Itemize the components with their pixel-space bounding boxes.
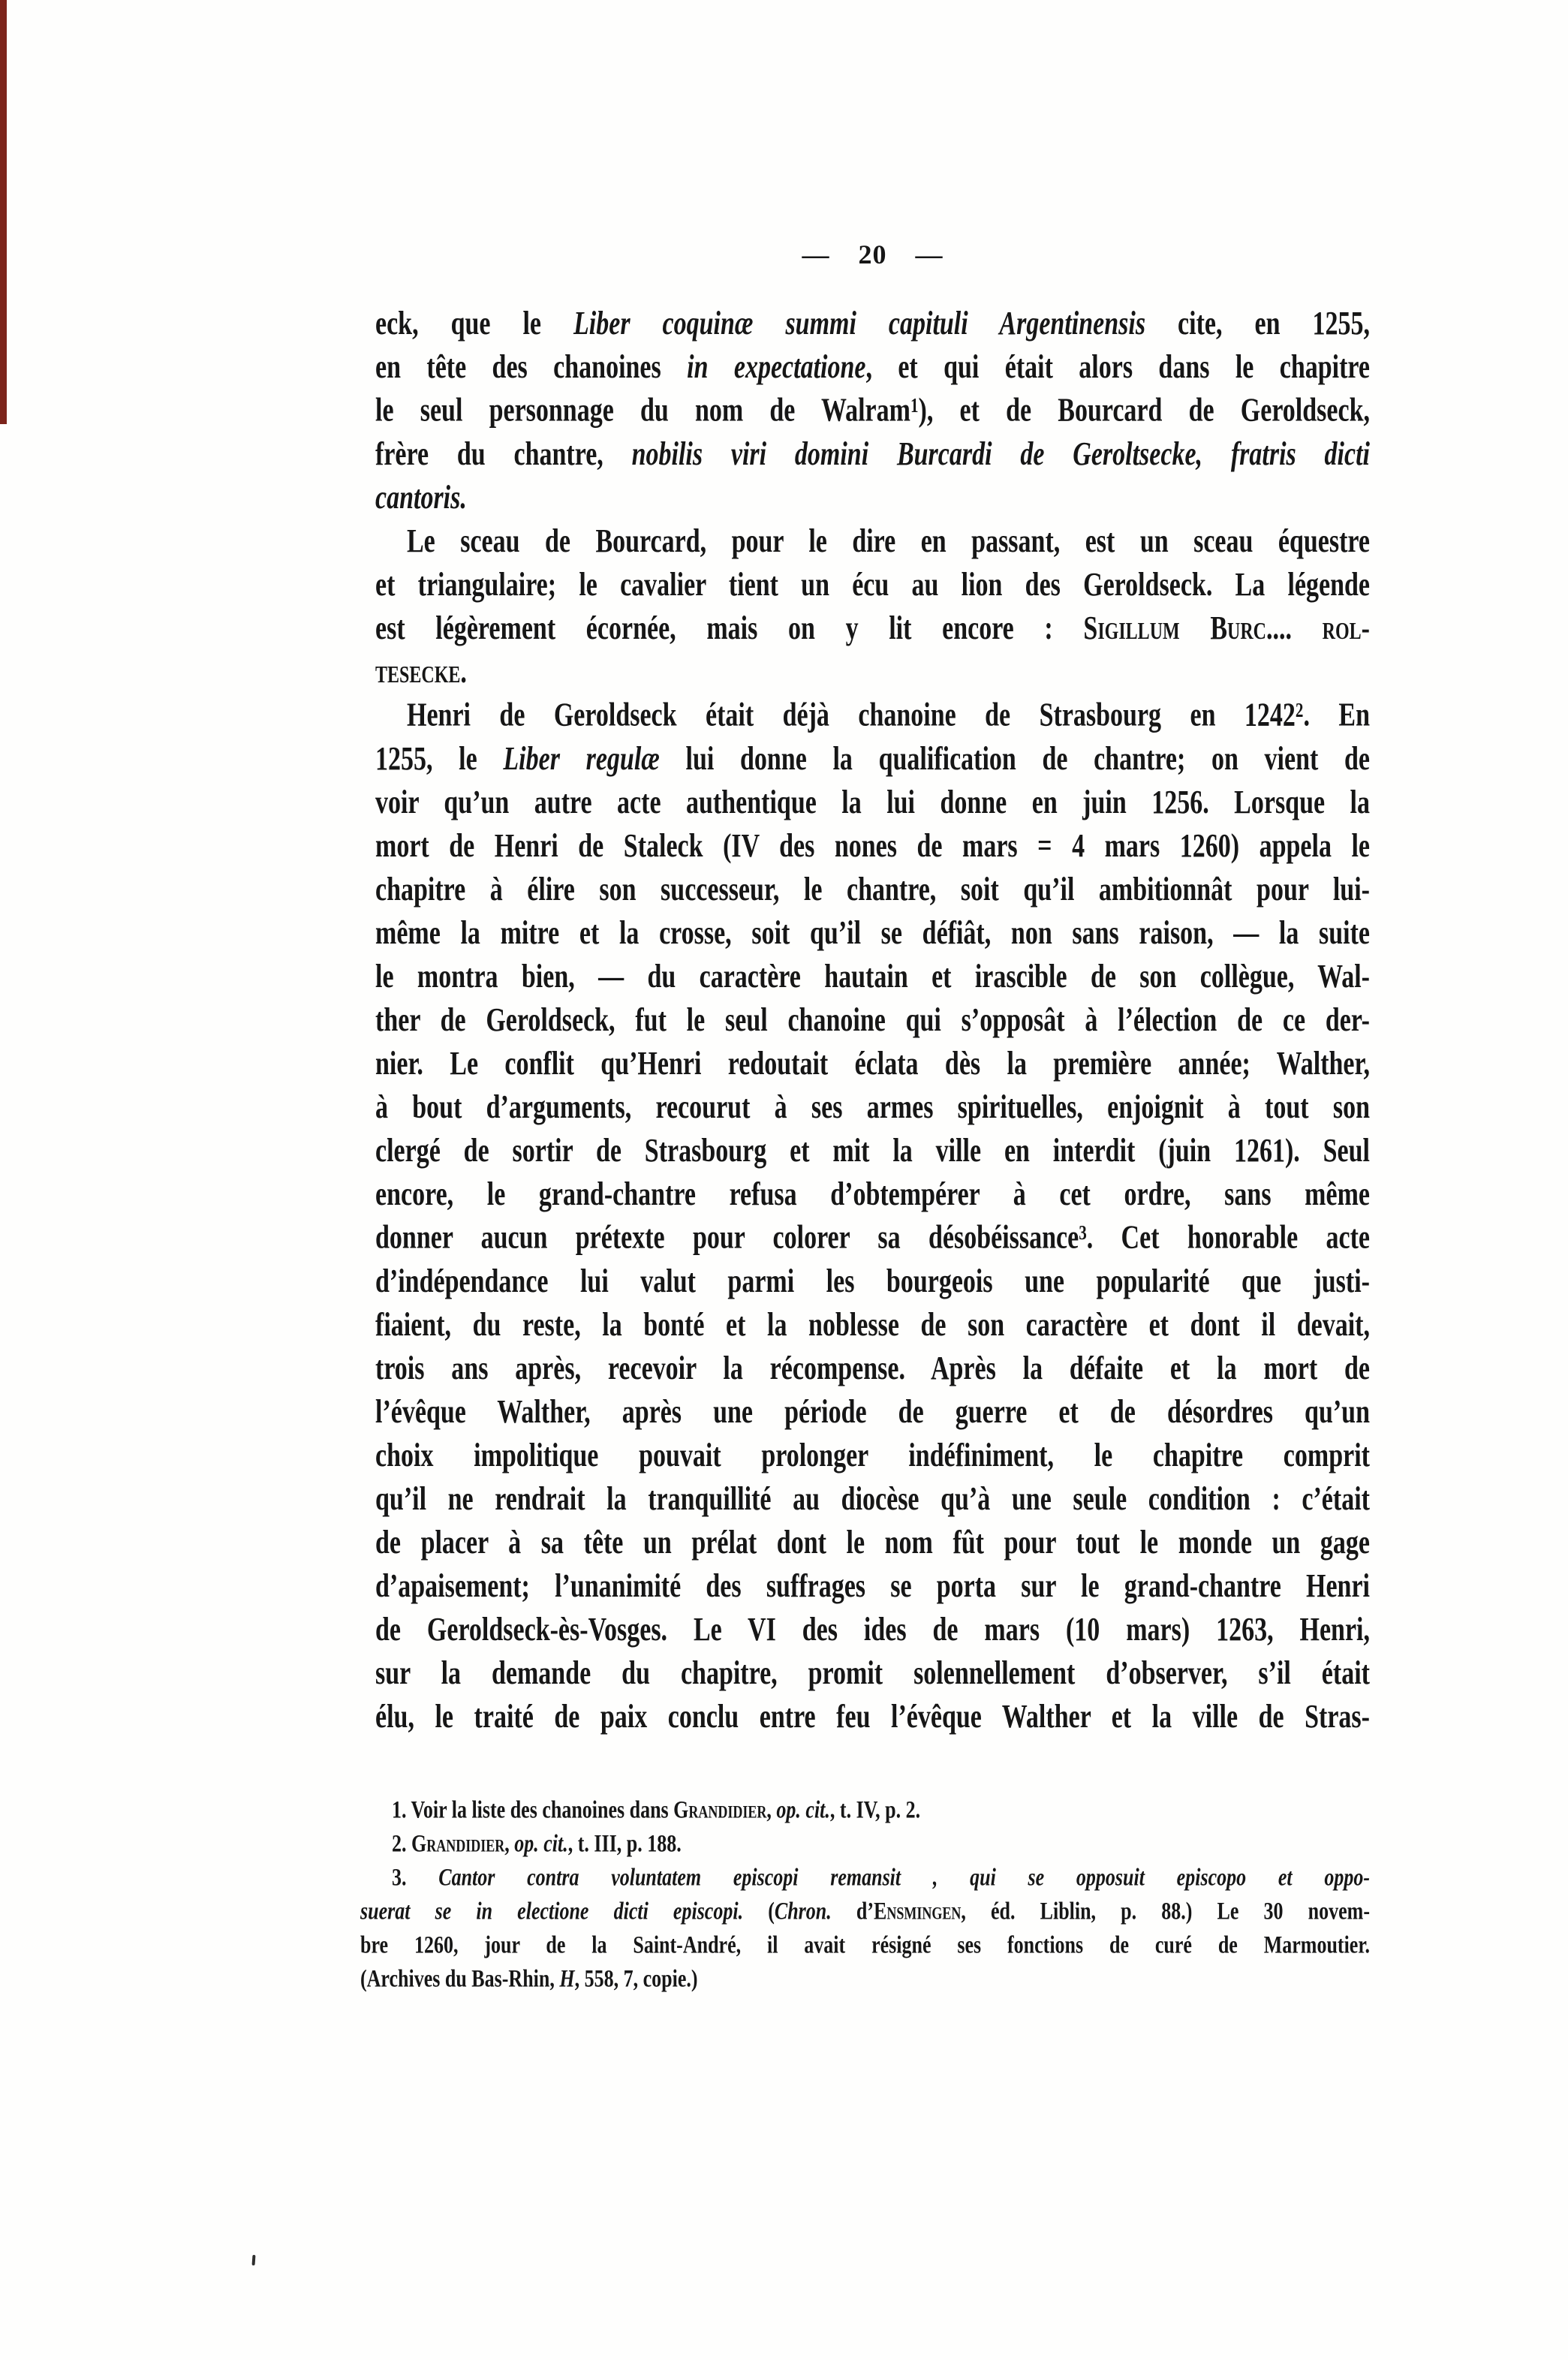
text-line: élu, le traité de paix conclu entre feu l’évêque Walther et la ville de Stras- bbox=[375, 1699, 1370, 1735]
text-line: cantoris. bbox=[375, 480, 467, 516]
text-line: (Archives du Bas-Rhin, H, 558, 7, copie.) bbox=[360, 1964, 698, 1993]
text-line: clergé de sortir de Strasbourg et mit la ville en interdit (juin 1261). Seul bbox=[375, 1133, 1370, 1169]
text-line: ther de Geroldseck, fut le seul chanoine qui s’opposât à l’élection de ce der- bbox=[375, 1002, 1370, 1039]
scan-edge-artifact bbox=[0, 0, 7, 424]
text-line: chapitre à élire son successeur, le chantre, soit qu’il ambitionnât pour lui- bbox=[375, 871, 1370, 908]
text-line: suerat se in electione dicti episcopi. (Chron. d’Ensmingen, éd. Liblin, p. 88.) Le 30 novem- bbox=[360, 1896, 1370, 1925]
text-line: Henri de Geroldseck était déjà chanoine de Strasbourg en 1242$^2$. En bbox=[407, 697, 1370, 733]
text-line: en tête des chanoines in expectatione, et qui était alors dans le chapitre bbox=[375, 349, 1370, 386]
text-line: Le sceau de Bourcard, pour le dire en passant, est un sceau équestre bbox=[407, 523, 1370, 560]
text-line: mort de Henri de Staleck (IV des nones de mars = 4 mars 1260) appela le bbox=[375, 828, 1370, 865]
text-line: voir qu’un autre acte authentique la lui donne en juin 1256. Lorsque la bbox=[375, 784, 1370, 821]
text-line: de Geroldseck-ès-Vosges. Le VI des ides de mars (10 mars) 1263, Henri, bbox=[375, 1612, 1370, 1648]
scan-speck bbox=[252, 2255, 256, 2265]
text-line: eck, que le Liber coquinæ summi capituli Argentinensis cite, en 1255, bbox=[375, 306, 1370, 342]
text-line: nier. Le conflit qu’Henri redoutait éclata dès la première année; Walther, bbox=[375, 1046, 1370, 1082]
text-line: donner aucun prétexte pour colorer sa désobéissance$^3$. Cet honorable acte bbox=[375, 1219, 1370, 1256]
text-line: bre 1260, jour de la Saint-André, il avait résigné ses fonctions de curé de Marmoutier. bbox=[360, 1930, 1370, 1959]
text-line: sur la demande du chapitre, promit solennellement d’observer, s’il était bbox=[375, 1655, 1370, 1692]
text-line: et triangulaire; le cavalier tient un écu au lion des Geroldseck. La légende bbox=[375, 567, 1370, 604]
text-line: l’évêque Walther, après une période de guerre et de désordres qu’un bbox=[375, 1394, 1370, 1431]
text-line: tesecke. bbox=[375, 654, 467, 691]
text-line: le montra bien, — du caractère hautain et irascible de son collègue, Wal- bbox=[375, 959, 1370, 995]
text-line: même la mitre et la crosse, soit qu’il se défiât, non sans raison, — la suite bbox=[375, 915, 1370, 952]
text-line: 1255, le Liber regulæ lui donne la qualification de chantre; on vient de bbox=[375, 741, 1370, 778]
text-line: trois ans après, recevoir la récompense. Après la défaite et la mort de bbox=[375, 1350, 1370, 1387]
text-line: d’apaisement; l’unanimité des suffrages se porta sur le grand-chantre Henri bbox=[375, 1568, 1370, 1605]
footnotes bbox=[360, 1793, 1370, 1995]
page-number: — 20 — bbox=[802, 239, 944, 269]
text-line: 1. Voir la liste des chanoines dans Grandidier, op. cit., t. IV, p. 2. bbox=[392, 1795, 921, 1824]
text-line: d’indépendance lui valut parmi les bourgeois une popularité que justi- bbox=[375, 1263, 1370, 1300]
text-line: 3. Cantor contra voluntatem episcopi remansit , qui se opposuit episcopo et oppo- bbox=[392, 1862, 1371, 1892]
body-text bbox=[375, 303, 1370, 1739]
text-line: 2. Grandidier, op. cit., t. III, p. 188. bbox=[392, 1829, 682, 1858]
text-line: qu’il ne rendrait la tranquillité au diocèse qu’à une seule condition : c’était bbox=[375, 1481, 1370, 1518]
text-line: est légèrement écornée, mais on y lit encore : Sigillum Burc.... rol- bbox=[375, 610, 1371, 647]
text-line: encore, le grand-chantre refusa d’obtempérer à cet ordre, sans même bbox=[375, 1176, 1370, 1213]
text-line: frère du chantre, nobilis viri domini Burcardi de Geroltsecke, fratris dicti bbox=[375, 436, 1370, 473]
text-line: choix impolitique pouvait prolonger indéfiniment, le chapitre comprit bbox=[375, 1437, 1370, 1474]
text-line: le seul personnage du nom de Walram$^1$), et de Bourcard de Geroldseck, bbox=[375, 392, 1370, 429]
text-line: fiaient, du reste, la bonté et la noblesse de son caractère et dont il devait, bbox=[375, 1307, 1370, 1344]
text-line: à bout d’arguments, recourut à ses armes spirituelles, enjoignit à tout son bbox=[375, 1089, 1370, 1126]
text-line: de placer à sa tête un prélat dont le nom fût pour tout le monde un gage bbox=[375, 1525, 1370, 1561]
